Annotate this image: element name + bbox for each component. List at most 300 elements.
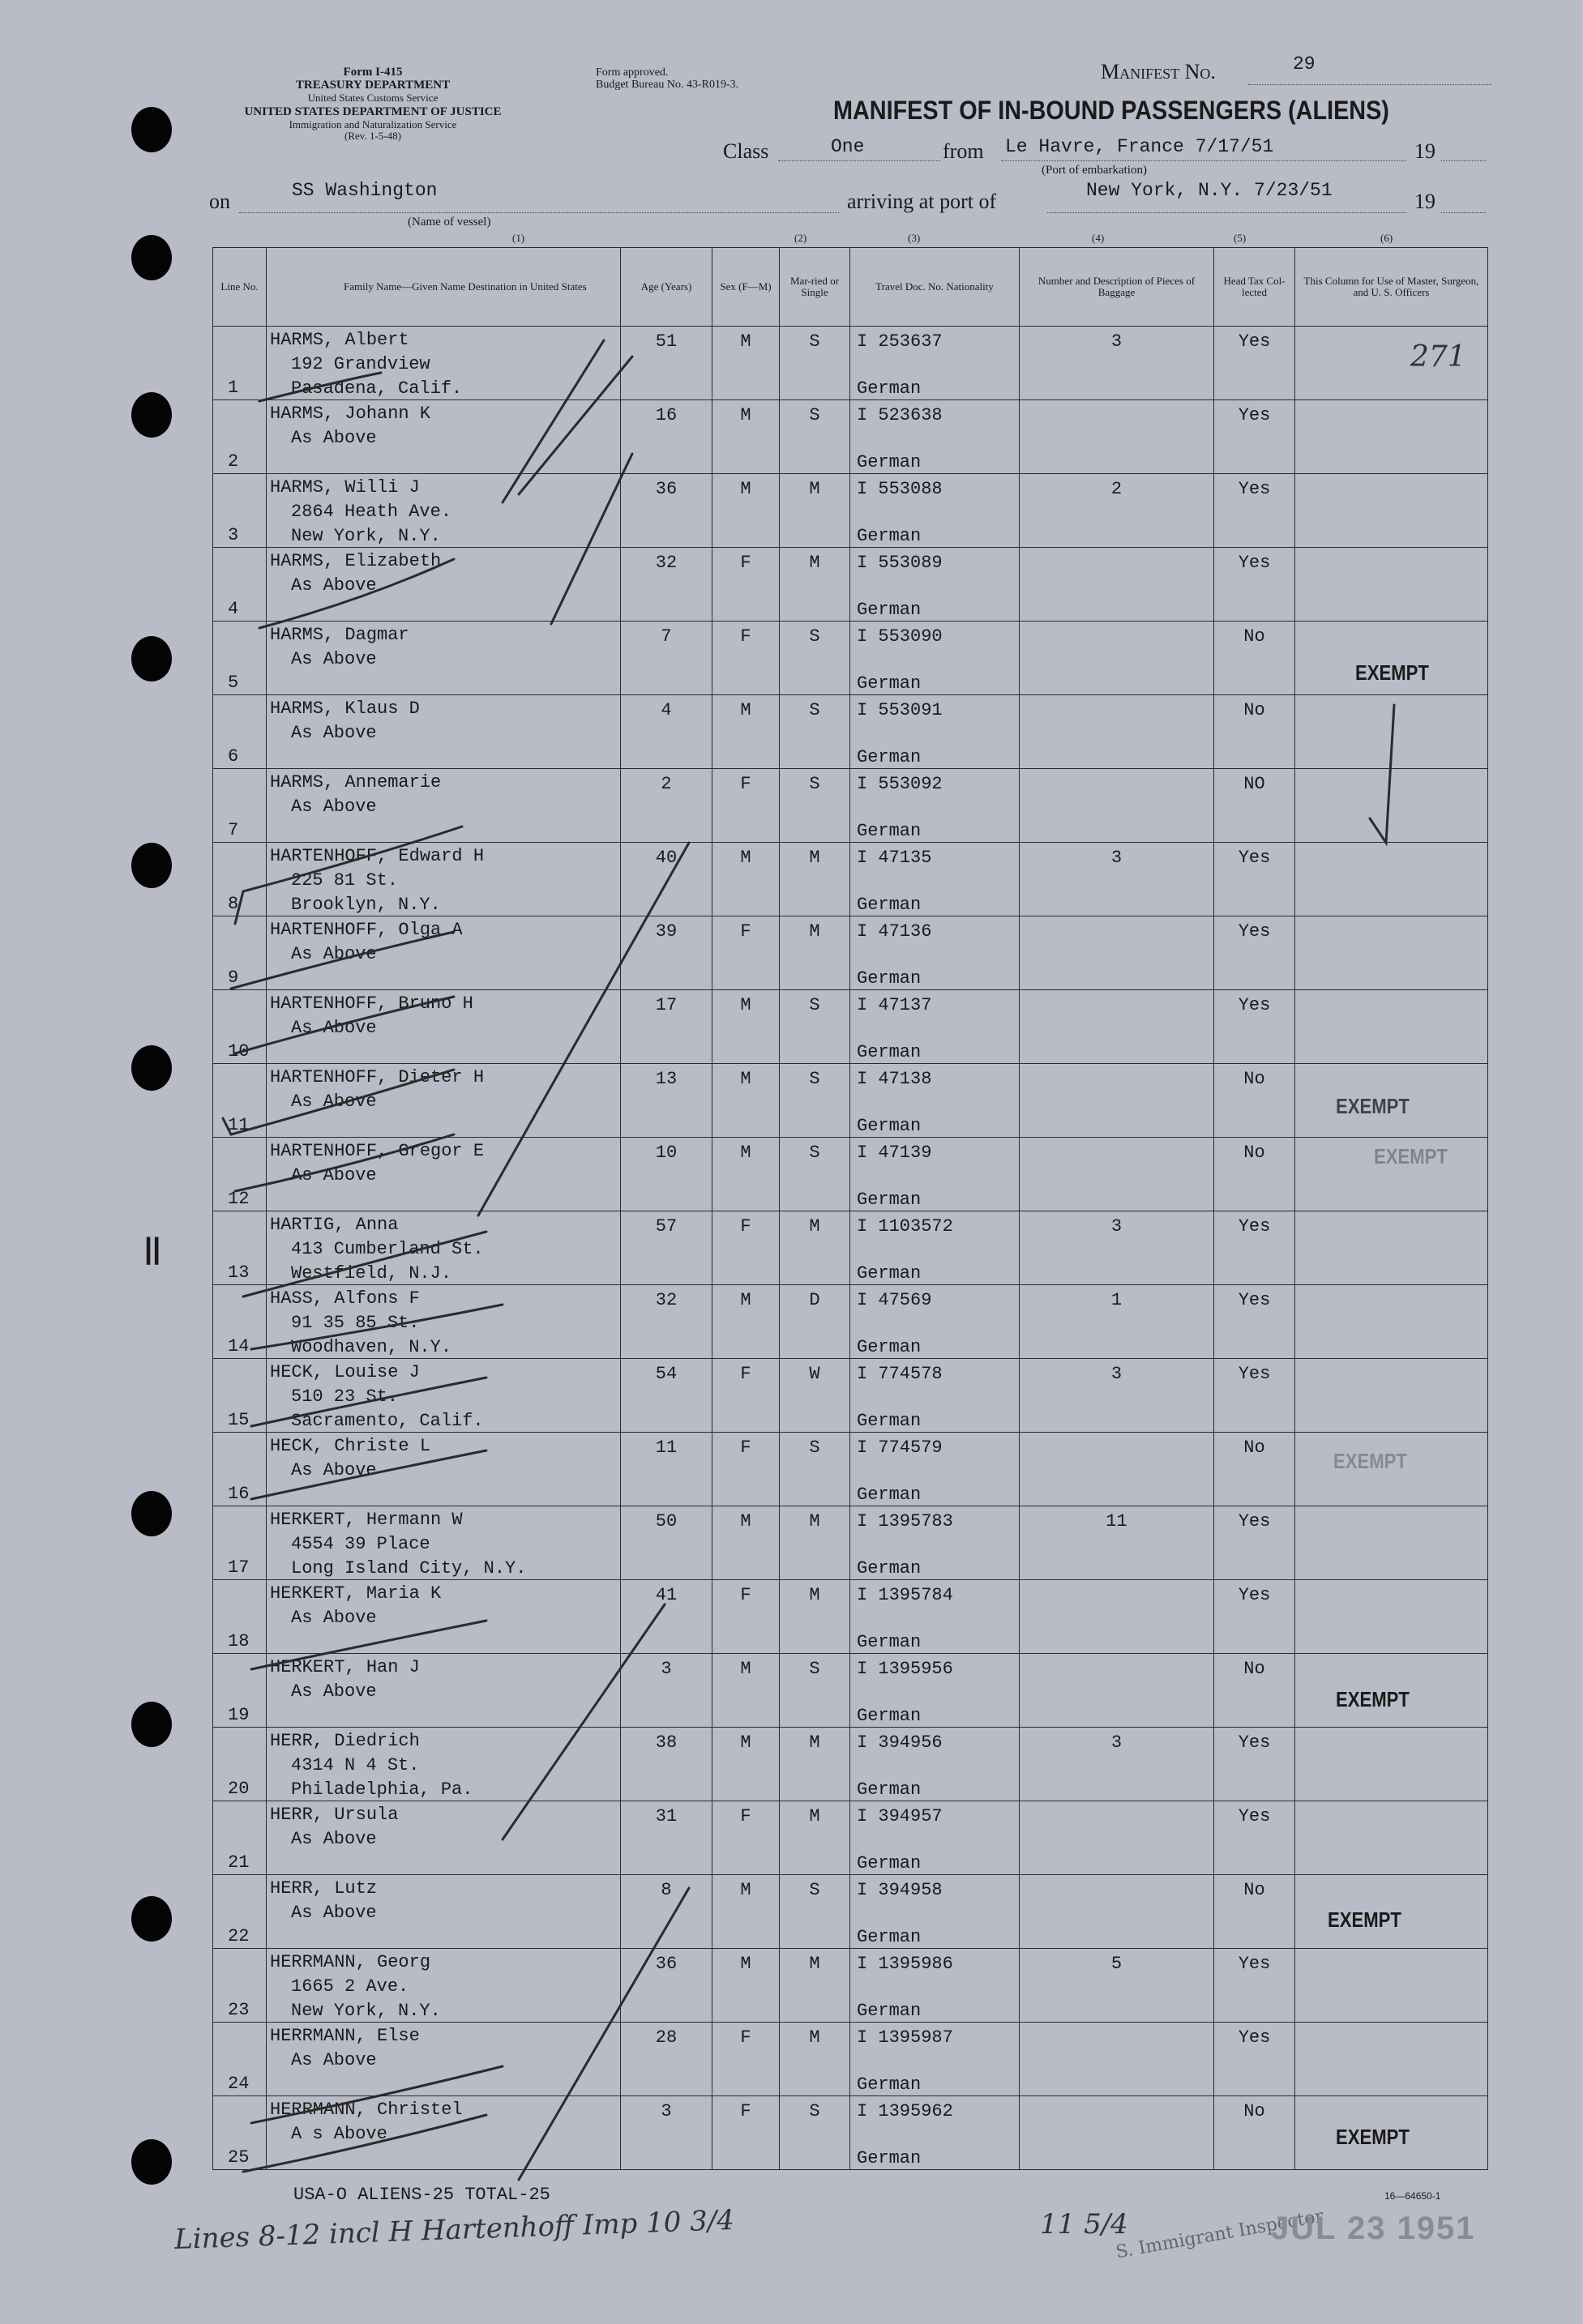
nationality: German [857, 1927, 922, 1947]
marital-status: S [809, 405, 820, 425]
age: 39 [655, 921, 678, 942]
line-number: 16 [228, 1484, 250, 1504]
travel-doc-number: I 1395956 [857, 1659, 953, 1679]
travel-doc-number: I 774578 [857, 1364, 943, 1384]
age: 31 [655, 1806, 678, 1826]
head-tax: Yes [1238, 1806, 1271, 1826]
passenger-name: HARMS, Willi J [270, 477, 420, 498]
passenger-name: HARMS, Annemarie [270, 772, 442, 792]
sex: M [740, 1954, 751, 1974]
sex: F [740, 774, 751, 794]
check-mark [259, 559, 454, 628]
nationality: German [857, 1190, 922, 1210]
col-header-baggage: Number and Description of Pieces of Baggage [1020, 248, 1214, 327]
head-tax: Yes [1238, 479, 1271, 499]
nationality: German [857, 1116, 922, 1136]
nationality: German [857, 452, 922, 472]
destination-line-2: Long Island City, N.Y. [291, 1558, 527, 1579]
vessel-note: (Name of vessel) [408, 216, 491, 229]
age: 8 [661, 1880, 672, 1900]
travel-doc-number: I 1395784 [857, 1585, 953, 1605]
line-number: 15 [228, 1410, 250, 1430]
sex: M [740, 995, 751, 1015]
sex: F [740, 2027, 751, 2048]
line-number: 13 [228, 1262, 250, 1283]
destination-line-2: Sacramento, Calif. [291, 1411, 484, 1431]
marital-status: D [809, 1290, 820, 1310]
baggage-count: 11 [1106, 1511, 1127, 1532]
age: 32 [655, 1290, 678, 1310]
line-number: 7 [228, 820, 239, 840]
on-label: on [209, 190, 230, 213]
marital-status: M [809, 921, 820, 942]
form-number: Form I-415 [343, 66, 403, 79]
baggage-count: 2 [1110, 479, 1123, 499]
print-code: 16—64650-1 [1384, 2190, 1441, 2202]
check-mark [235, 1134, 454, 1191]
destination-line-2: Philadelphia, Pa. [291, 1779, 473, 1800]
travel-doc-number: I 47139 [857, 1143, 932, 1163]
marital-status: S [809, 2101, 820, 2121]
head-tax: Yes [1238, 1585, 1271, 1605]
destination-line-1: As Above [291, 649, 377, 669]
ins-service: Immigration and Naturalization Service [289, 117, 457, 130]
line-number: 17 [228, 1557, 250, 1578]
sex: F [740, 626, 751, 647]
colnum-2: (2) [794, 232, 807, 244]
exempt-arrow [1370, 705, 1394, 843]
baggage-count: 3 [1110, 848, 1123, 868]
destination-line-2: New York, N.Y. [291, 2001, 441, 2021]
pen-stroke [503, 1604, 665, 1839]
nationality: German [857, 1853, 922, 1873]
passenger-name: HERKERT, Hermann W [270, 1510, 463, 1530]
footer-typed: USA-O ALIENS-25 TOTAL-25 [293, 2185, 550, 2205]
destination-line-2: New York, N.Y. [291, 526, 441, 546]
travel-doc-number: I 394957 [857, 1806, 943, 1826]
marital-status: S [809, 626, 820, 647]
destination-line-2: Westfield, N.J. [291, 1263, 452, 1284]
sex: M [740, 1290, 751, 1310]
exempt-stamp: EXEMPT [1336, 2125, 1410, 2149]
destination-line-1: As Above [291, 575, 377, 596]
destination-line-1: 192 Grandview [291, 354, 430, 374]
destination-line-2: Woodhaven, N.Y. [291, 1337, 452, 1357]
destination-line-1: 225 81 St. [291, 870, 399, 891]
passenger-name: HECK, Christe L [270, 1436, 431, 1456]
check-mark [259, 373, 381, 401]
destination-line-1: 1665 2 Ave. [291, 1976, 409, 1997]
line-number: 19 [228, 1705, 250, 1725]
nationality: German [857, 1485, 922, 1505]
age: 36 [655, 1954, 678, 1974]
passenger-name: HERR, Ursula [270, 1805, 399, 1825]
head-tax: Yes [1238, 1216, 1271, 1237]
passenger-name: HARMS, Albert [270, 330, 409, 350]
baggage-count: 3 [1110, 1732, 1123, 1753]
age: 38 [655, 1732, 678, 1753]
travel-doc-number: I 553090 [857, 626, 943, 647]
nationality: German [857, 1042, 922, 1062]
passenger-name: HERKERT, Han J [270, 1657, 420, 1677]
check-mark [243, 2115, 486, 2172]
travel-doc-number: I 1395783 [857, 1511, 953, 1532]
colnum-5: (5) [1234, 232, 1247, 244]
age: 13 [655, 1069, 678, 1089]
col-header-sex: Sex (F—M) [712, 248, 780, 327]
age: 16 [655, 405, 678, 425]
head-tax: No [1243, 700, 1265, 720]
passenger-name: HASS, Alfons F [270, 1288, 420, 1309]
colnum-1: (1) [512, 232, 525, 244]
passenger-name: HARTIG, Anna [270, 1215, 399, 1235]
head-tax: Yes [1238, 1290, 1271, 1310]
line-number: 23 [228, 2000, 250, 2020]
nationality: German [857, 600, 922, 620]
travel-doc-number: I 1395986 [857, 1954, 953, 1974]
exempt-stamp: EXEMPT [1336, 1687, 1410, 1711]
age: 54 [655, 1364, 678, 1384]
sex: F [740, 1585, 751, 1605]
arriving-value: New York, N.Y. 7/23/51 [1086, 180, 1333, 201]
baggage-count: 5 [1110, 1954, 1123, 1974]
marital-status: M [809, 479, 820, 499]
age: 41 [655, 1585, 678, 1605]
passenger-name: HECK, Louise J [270, 1362, 420, 1382]
sex: M [740, 1659, 751, 1679]
destination-line-1: As Above [291, 1829, 377, 1849]
line-number: 4 [228, 599, 239, 619]
head-tax: No [1243, 1143, 1265, 1163]
col-header-tax: Head Tax Col-lected [1214, 248, 1295, 327]
nationality: German [857, 1558, 922, 1579]
check-mark [251, 1305, 503, 1349]
manifest-no-value: 29 [1293, 53, 1316, 75]
year-label-2: 19 [1414, 190, 1435, 213]
check-mark [251, 1450, 486, 1499]
head-tax: Yes [1238, 848, 1271, 868]
destination-line-1: A s Above [291, 2124, 387, 2144]
nationality: German [857, 1411, 922, 1431]
exempt-stamp: EXEMPT [1333, 1449, 1407, 1473]
check-mark [251, 1378, 486, 1426]
date-stamp: JUL 23 1951 [1271, 2211, 1476, 2246]
destination-line-1: 91 35 85 St. [291, 1313, 420, 1333]
marital-status: S [809, 331, 820, 352]
line-number: 8 [228, 894, 239, 914]
destination-line-1: As Above [291, 1165, 377, 1185]
pen-stroke [551, 454, 632, 624]
nationality: German [857, 968, 922, 989]
travel-doc-number: I 553091 [857, 700, 943, 720]
head-tax: No [1243, 626, 1265, 647]
travel-doc-number: I 553088 [857, 479, 943, 499]
marital-status: M [809, 553, 820, 573]
head-tax: Yes [1238, 405, 1271, 425]
destination-line-1: 2864 Heath Ave. [291, 502, 452, 522]
passenger-name: HARTENHOFF, Edward H [270, 846, 485, 866]
marital-status: M [809, 2027, 820, 2048]
check-mark [231, 932, 454, 989]
marital-status: S [809, 774, 820, 794]
head-tax: Yes [1238, 1364, 1271, 1384]
col-header-age: Age (Years) [621, 248, 712, 327]
line-number: 20 [228, 1779, 250, 1799]
marital-status: S [809, 1659, 820, 1679]
head-tax: Yes [1238, 1954, 1271, 1974]
age: 28 [655, 2027, 678, 2048]
passenger-name: HARMS, Elizabeth [270, 551, 442, 571]
nationality: German [857, 821, 922, 841]
nationality: German [857, 378, 922, 399]
age: 4 [661, 700, 672, 720]
destination-line-1: 413 Cumberland St. [291, 1239, 484, 1259]
head-tax: Yes [1238, 1732, 1271, 1753]
pen-stroke [519, 357, 632, 494]
sex: M [740, 1511, 751, 1532]
line-number: 14 [228, 1336, 250, 1356]
marital-status: S [809, 1069, 820, 1089]
sex: F [740, 1438, 751, 1458]
passenger-name: HARTENHOFF, Dieter H [270, 1067, 485, 1087]
marital-status: S [809, 995, 820, 1015]
nationality: German [857, 1706, 922, 1726]
passenger-name: HARTENHOFF, Gregor E [270, 1141, 485, 1161]
marital-status: W [809, 1364, 820, 1384]
destination-line-1: As Above [291, 944, 377, 964]
passenger-name: HARMS, Dagmar [270, 625, 409, 645]
age: 57 [655, 1216, 678, 1237]
travel-doc-number: I 1395962 [857, 2101, 953, 2121]
destination-line-1: As Above [291, 1460, 377, 1480]
line-number: 3 [228, 525, 239, 545]
head-tax: Yes [1238, 1511, 1271, 1532]
budget-bureau: Budget Bureau No. 43-R019-3. [596, 79, 739, 92]
line-number: 2 [228, 451, 239, 472]
check-mark [251, 1621, 486, 1669]
col-header-married: Mar-ried or Single [780, 248, 850, 327]
travel-doc-number: I 47135 [857, 848, 932, 868]
sex: F [740, 553, 751, 573]
sex: M [740, 405, 751, 425]
head-tax: No [1243, 1438, 1265, 1458]
line-number: 6 [228, 746, 239, 767]
col-header-officers: This Column for Use of Master, Surgeon, and U. S. Officers [1295, 248, 1488, 327]
age: 17 [655, 995, 678, 1015]
head-tax: Yes [1238, 2027, 1271, 2048]
marital-status: M [809, 1954, 820, 1974]
sex: M [740, 331, 751, 352]
customs-service: United States Customs Service [307, 91, 439, 104]
marital-status: S [809, 1880, 820, 1900]
sex: M [740, 700, 751, 720]
nationality: German [857, 895, 922, 915]
baggage-count: 3 [1110, 1364, 1123, 1384]
age: 50 [655, 1511, 678, 1532]
pen-stroke [519, 1888, 689, 2180]
head-tax: No [1243, 1659, 1265, 1679]
marital-status: M [809, 848, 820, 868]
age: 7 [661, 626, 672, 647]
head-tax: NO [1243, 774, 1265, 794]
nationality: German [857, 1263, 922, 1284]
colnum-6: (6) [1380, 232, 1393, 244]
travel-doc-number: I 47138 [857, 1069, 932, 1089]
age: 2 [661, 774, 672, 794]
baggage-count: 3 [1110, 331, 1123, 352]
form-revision: (Rev. 1-5-48) [344, 129, 401, 142]
treasury-dept: TREASURY DEPARTMENT [295, 78, 451, 92]
travel-doc-number: I 394958 [857, 1880, 943, 1900]
destination-line-2: Brooklyn, N.Y. [291, 895, 441, 915]
age: 36 [655, 479, 678, 499]
passenger-name: HARMS, Johann K [270, 404, 431, 424]
marital-status: S [809, 1143, 820, 1163]
destination-line-1: As Above [291, 723, 377, 743]
destination-line-1: 4554 39 Place [291, 1534, 430, 1554]
page-title: MANIFEST OF IN-BOUND PASSENGERS (ALIENS) [833, 96, 1389, 125]
sex: M [740, 1069, 751, 1089]
passenger-name: HERRMANN, Else [270, 2026, 420, 2046]
class-label: Class [723, 139, 769, 163]
sex: M [740, 1880, 751, 1900]
line-number: 11 [228, 1115, 250, 1135]
pen-stroke [478, 843, 689, 1215]
sex: M [740, 1732, 751, 1753]
nationality: German [857, 673, 922, 694]
head-tax: Yes [1238, 331, 1271, 352]
nationality: German [857, 2001, 922, 2021]
sex: M [740, 479, 751, 499]
line-number: 9 [228, 968, 239, 988]
line-number: 25 [228, 2147, 250, 2168]
line-number: 21 [228, 1852, 250, 1873]
destination-line-1: As Above [291, 1681, 377, 1702]
exempt-stamp: EXEMPT [1355, 660, 1429, 685]
line-number: 22 [228, 1926, 250, 1946]
age: 3 [661, 2101, 672, 2121]
manifest-no-label: Manifest No. [1101, 60, 1216, 83]
line-number: 12 [228, 1189, 250, 1209]
col-header-line: Line No. [213, 248, 267, 327]
check-mark [235, 997, 454, 1053]
head-tax: Yes [1238, 921, 1271, 942]
marital-status: M [809, 1806, 820, 1826]
head-tax: Yes [1238, 995, 1271, 1015]
destination-line-1: As Above [291, 1903, 377, 1923]
marital-status: M [809, 1216, 820, 1237]
passenger-name: HARTENHOFF, Olga A [270, 920, 463, 940]
nationality: German [857, 1779, 922, 1800]
sex: F [740, 921, 751, 942]
inspector-stamp: S. Immigrant Inspector [1114, 2206, 1325, 2263]
travel-doc-number: I 523638 [857, 405, 943, 425]
destination-line-1: As Above [291, 2050, 377, 2070]
travel-doc-number: I 47136 [857, 921, 932, 942]
pen-stroke [503, 340, 604, 502]
line-number: 24 [228, 2074, 250, 2094]
nationality: German [857, 526, 922, 546]
head-tax: No [1243, 1880, 1265, 1900]
nationality: German [857, 2148, 922, 2168]
colnum-4: (4) [1092, 232, 1105, 244]
marital-status: M [809, 1732, 820, 1753]
destination-line-1: As Above [291, 1018, 377, 1038]
sex: F [740, 1364, 751, 1384]
travel-doc-number: I 253637 [857, 331, 943, 352]
line-number: 18 [228, 1631, 250, 1651]
age: 11 [655, 1438, 678, 1458]
port-embark-note: (Port of embarkation) [1042, 164, 1147, 177]
number-271: 271 [1410, 340, 1466, 374]
baggage-count: 1 [1110, 1290, 1123, 1310]
passenger-name: HERR, Lutz [270, 1878, 378, 1899]
margin-mark: || [144, 1232, 161, 1265]
colnum-3: (3) [908, 232, 921, 244]
marital-status: M [809, 1511, 820, 1532]
col-header-doc: Travel Doc. No. Nationality [850, 248, 1020, 327]
travel-doc-number: I 1395987 [857, 2027, 953, 2048]
check-mark [223, 1070, 454, 1134]
age: 40 [655, 848, 678, 868]
destination-line-1: As Above [291, 1092, 377, 1112]
head-tax: No [1243, 2101, 1265, 2121]
vessel-value: SS Washington [292, 180, 438, 201]
sex: M [740, 1143, 751, 1163]
travel-doc-number: I 553089 [857, 553, 943, 573]
nationality: German [857, 747, 922, 767]
from-value: Le Havre, France 7/17/51 [1005, 136, 1274, 157]
exempt-stamp: EXEMPT [1336, 1094, 1410, 1118]
check-mark [251, 2066, 503, 2123]
handwritten-note: Lines 8-12 incl H Hartenhoff Imp 10 3/4 [173, 2203, 735, 2257]
col-header-name: Family Name—Given Name Destination in United States [267, 248, 621, 327]
destination-line-1: 510 23 St. [291, 1386, 399, 1407]
sex: F [740, 1216, 751, 1237]
line-number: 10 [228, 1041, 250, 1062]
class-value: One [831, 136, 865, 157]
travel-doc-number: I 47137 [857, 995, 932, 1015]
sex: F [740, 1806, 751, 1826]
passenger-name: HARTENHOFF, Bruno H [270, 993, 473, 1014]
destination-line-1: As Above [291, 428, 377, 448]
nationality: German [857, 1337, 922, 1357]
travel-doc-number: I 553092 [857, 774, 943, 794]
justice-dept: UNITED STATES DEPARTMENT OF JUSTICE [244, 105, 502, 119]
travel-doc-number: I 774579 [857, 1438, 943, 1458]
sex: F [740, 2101, 751, 2121]
age: 3 [661, 1659, 672, 1679]
travel-doc-number: I 394956 [857, 1732, 943, 1753]
passenger-name: HERR, Diedrich [270, 1731, 420, 1751]
head-tax: Yes [1238, 553, 1271, 573]
exempt-stamp: EXEMPT [1374, 1144, 1448, 1168]
check-mark [235, 827, 462, 924]
travel-doc-number: I 1103572 [857, 1216, 953, 1237]
handwritten-number: 11 5/4 [1040, 2208, 1128, 2241]
passenger-name: HARMS, Klaus D [270, 698, 420, 719]
exempt-stamp: EXEMPT [1328, 1907, 1401, 1932]
age: 10 [655, 1143, 678, 1163]
sex: M [740, 848, 751, 868]
destination-line-1: 4314 N 4 St. [291, 1755, 420, 1775]
line-number: 1 [228, 378, 239, 398]
from-label: from [943, 139, 984, 163]
head-tax: No [1243, 1069, 1265, 1089]
arriving-label: arriving at port of [847, 190, 997, 213]
baggage-count: 3 [1110, 1216, 1123, 1237]
age: 32 [655, 553, 678, 573]
